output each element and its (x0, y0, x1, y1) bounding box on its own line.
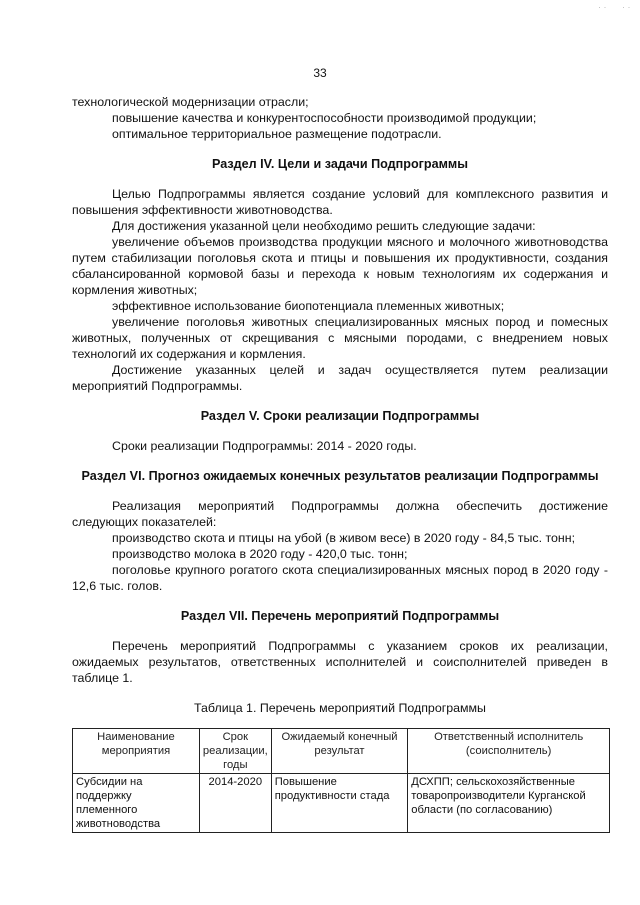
table-caption: Таблица 1. Перечень мероприятий Подпрограммы (194, 701, 486, 715)
section-4-paragraph: увеличение объемов производства продукции мясного и молочного животноводства путем стабилизации поголовья скота и птицы и повышения их продуктивности, создания сбалансированной кормовой базы и перехода к новым технологиям их содержания и кормления животных; (72, 235, 608, 297)
section-7-paragraph: Перечень мероприятий Подпрограммы с указанием сроков их реализации, ожидаемых результатов, ответственных исполнителей и соисполнителей приведен в таблице 1. (72, 639, 608, 685)
section-4-title: Раздел IV. Цели и задачи Подпрограммы (212, 157, 468, 171)
intro-line-3: оптимальное территориальное размещение подотрасли. (112, 127, 442, 141)
column-header-term: Срок реализации, годы (199, 729, 271, 774)
cell-name: Субсидии на поддержку племенного животноводства (73, 774, 200, 833)
section-6-paragraph: производство скота и птицы на убой (в живом весе) в 2020 году - 84,5 тыс. тонн; (112, 531, 576, 545)
cell-result: Повышение продуктивности стада (271, 774, 408, 833)
table-row (73, 774, 610, 833)
section-5-title: Раздел V. Сроки реализации Подпрограммы (200, 409, 480, 423)
scan-mark-2: · · (622, 2, 631, 12)
section-4-paragraph: Целью Подпрограммы является создание условий для комплексного развития и повышения эффективности животноводства. (72, 187, 608, 217)
section-6-paragraph: Реализация мероприятий Подпрограммы должна обеспечить достижение следующих показателей: (72, 499, 608, 529)
cell-executor: ДСХПП; сельскохозяйственные товаропроизводители Курганской области (по согласованию) (408, 774, 610, 833)
document-body (72, 94, 608, 833)
section-7-title: Раздел VII. Перечень мероприятий Подпрограммы (180, 609, 500, 623)
intro-line-1: технологической модернизации отрасли; (72, 95, 309, 109)
table-header-row (73, 729, 610, 774)
section-4-paragraph: Достижение указанных целей и задач осуществляется путем реализации мероприятий Подпрограммы. (72, 363, 608, 393)
measures-table (72, 728, 610, 833)
section-4-paragraph: эффективное использование биопотенциала племенных животных; (112, 299, 505, 313)
section-4-paragraph: увеличение поголовья животных специализированных мясных пород и помесных животных, полученных от скрещивания с мясными породами, с внедрением новых технологий их содержания и кормления. (72, 315, 608, 361)
section-4-paragraph: Для достижения указанной цели необходимо решить следующие задачи: (112, 219, 536, 233)
section-6-title: Раздел VI. Прогноз ожидаемых конечных результатов реализации Подпрограммы (81, 469, 599, 483)
section-6-paragraph: производство молока в 2020 году - 420,0 тыс. тонн; (112, 547, 408, 561)
page-number: 33 (313, 66, 327, 80)
scan-mark: · · (598, 2, 607, 12)
column-header-name: Наименование мероприятия (73, 729, 200, 774)
section-6-paragraph: поголовье крупного рогатого скота специализированных мясных пород в 2020 году - 12,6 тыс. голов. (72, 563, 608, 593)
intro-line-2: повышение качества и конкурентоспособности производимой продукции; (112, 111, 537, 125)
column-header-executor: Ответственный исполнитель (соисполнитель) (408, 729, 610, 774)
cell-term: 2014-2020 (199, 774, 271, 833)
column-header-result: Ожидаемый конечный результат (271, 729, 408, 774)
section-5-paragraph: Сроки реализации Подпрограммы: 2014 - 2020 годы. (112, 439, 417, 453)
